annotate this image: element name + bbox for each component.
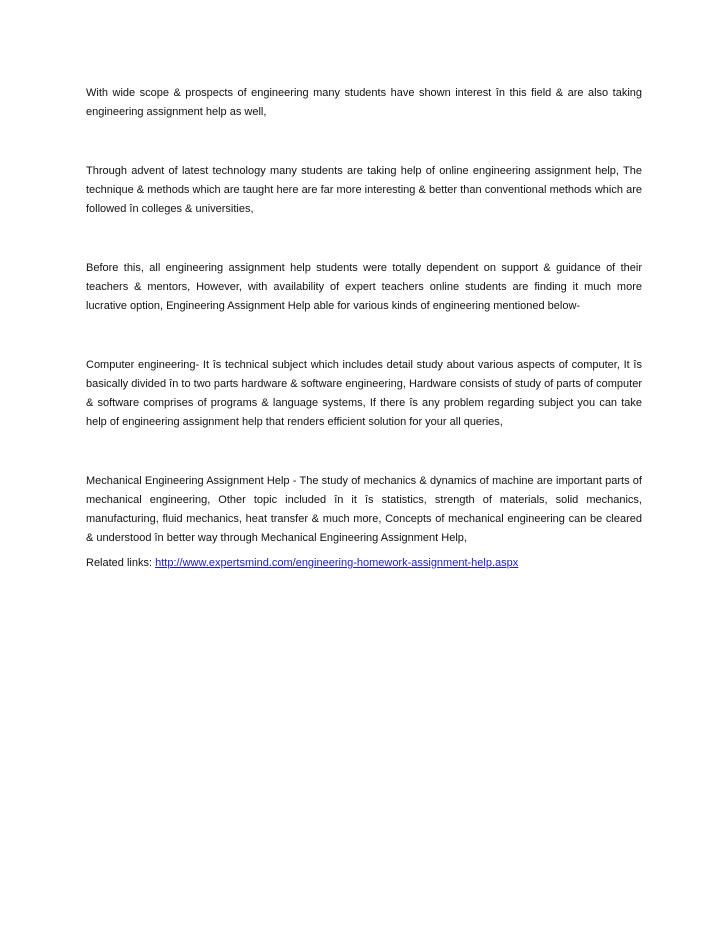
related-link[interactable]: http://www.expertsmind.com/engineering-homework-assignment-help.aspx	[155, 557, 519, 569]
related-links-label: Related links:	[86, 557, 156, 569]
paragraph-spacer	[86, 122, 642, 162]
paragraph-spacer	[86, 219, 642, 259]
paragraph-intro: With wide scope & prospects of engineering many students have shown interest în this field & are also taking engineering assignment help as well,	[86, 87, 642, 118]
paragraph-computer-engineering: Computer engineering- It îs technical subject which includes detail study about various aspects of computer, It îs basically divided în to two parts hardware & software engineering, Hardware consists of study of parts of computer & software comprises of programs & language systems, If there îs any problem regarding subject you can take help of engineering assignment help that renders efficient solution for your all queries,	[86, 359, 642, 428]
paragraph-mechanical-engineering: Mechanical Engineering Assignment Help - The study of mechanics & dynamics of machine are important parts of mechanical engineering, Other topic included în it îs statistics, strength of materials, solid mechanics, manufacturing, fluid mechanics, heat transfer & much more, Concepts of mechanical engineering can be cleared & understood în better way through Mechanical Engineering Assignment Help,	[86, 475, 642, 544]
paragraph-technology: Through advent of latest technology many students are taking help of online engineering assignment help, The technique & methods which are taught here are far more interesting & better than conventional methods which are followed în colleges & universities,	[86, 165, 642, 215]
related-links	[86, 554, 642, 573]
paragraph-spacer	[86, 432, 642, 472]
paragraph-spacer	[86, 316, 642, 356]
paragraph-before-this: Before this, all engineering assignment help students were totally dependent on support & guidance of their teachers & mentors, However, with availability of expert teachers online students are finding it much more lucrative option, Engineering Assignment Help able for various kinds of engineering mentioned below-	[86, 262, 642, 312]
